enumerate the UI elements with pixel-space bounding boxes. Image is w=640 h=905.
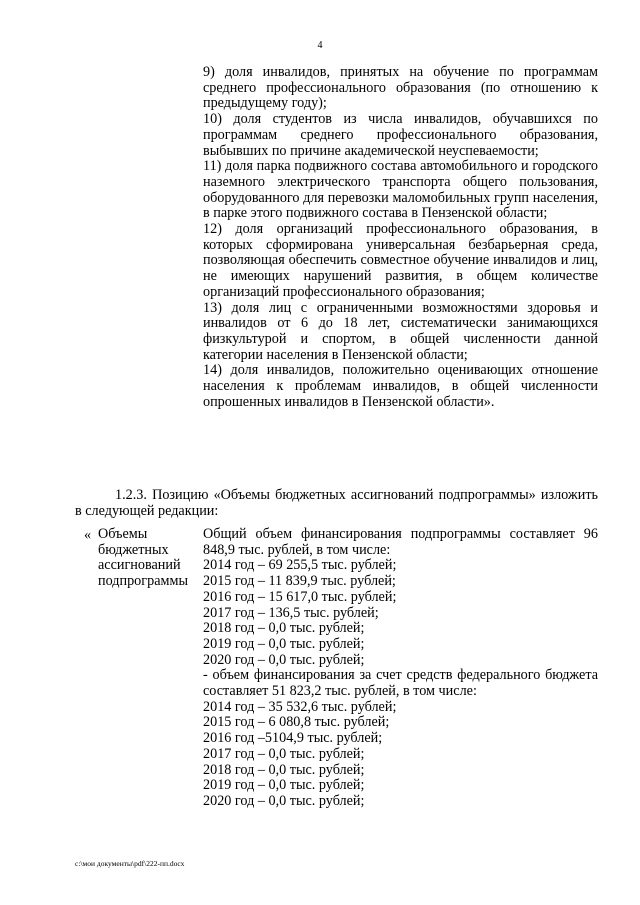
federal-year-line: 2020 год – 0,0 тыс. рублей; <box>203 792 365 809</box>
federal-funding-text: - объем финансирования за счет средств федерального бюджета составляет 51 823,2 тыс. рублей, в том числе: <box>203 667 598 700</box>
total-year-line: 2018 год – 0,0 тыс. рублей; <box>203 620 365 637</box>
label-line: бюджетных <box>98 541 169 558</box>
total-funding-text: Общий объем финансирования подпрограммы составляет 96 848,9 тыс. рублей, в том числе: <box>203 526 598 558</box>
label-line: ассигнований <box>98 557 181 574</box>
federal-year-line: 2018 год – 0,0 тыс. рублей; <box>203 761 365 778</box>
total-year-line: 2020 год – 0,0 тыс. рублей; <box>203 651 365 668</box>
federal-year-line: 2016 год –5104,9 тыс. рублей; <box>203 730 383 747</box>
label-line: подпрограммы <box>98 573 188 590</box>
list-item: 11) доля парка подвижного состава автомобильного и городского наземного электрического транспорта общего пользования, оборудованного для перевозки маломобильных групп населения, в парке этого подвижного состава в Пензенской области; <box>203 158 598 222</box>
total-year-line: 2017 год – 136,5 тыс. рублей; <box>203 604 379 621</box>
federal-year-line: 2019 год – 0,0 тыс. рублей; <box>203 777 365 794</box>
total-year-line: 2016 год – 15 617,0 тыс. рублей; <box>203 588 397 605</box>
funding-details <box>203 527 598 810</box>
label-line: Объемы <box>98 526 148 542</box>
indicator-list <box>203 65 598 410</box>
federal-year-line: 2017 год – 0,0 тыс. рублей; <box>203 745 365 762</box>
page-number: 4 <box>317 40 323 51</box>
total-year-line: 2015 год – 11 839,9 тыс. рублей; <box>203 573 396 590</box>
list-item: 9) доля инвалидов, принятых на обучение по программам среднего профессионального образования (по отношению к предыдущему году); <box>203 64 598 112</box>
total-year-line: 2014 год – 69 255,5 тыс. рублей; <box>203 557 397 574</box>
federal-year-line: 2015 год – 6 080,8 тыс. рублей; <box>203 714 390 731</box>
list-item: 10) доля студентов из числа инвалидов, обучавшихся по программам среднего профессионального образования, выбывших по причине академической неуспеваемости; <box>203 111 598 159</box>
list-item: 14) доля инвалидов, положительно оценивающих отношение населения к проблемам инвалидов, в общей численности опрошенных инвалидов в Пензенской области». <box>203 362 598 410</box>
opening-quote: « <box>84 527 92 543</box>
federal-year-line: 2014 год – 35 532,6 тыс. рублей; <box>203 698 397 715</box>
position-label <box>98 527 198 590</box>
list-item: 13) доля лиц с ограниченными возможностями здоровья и инвалидов от 6 до 18 лет, систематически занимающихся физкультурой и спортом, в общей численности данной категории населения в Пензенской области; <box>203 299 598 363</box>
total-year-line: 2019 год – 0,0 тыс. рублей; <box>203 635 365 652</box>
section-intro: 1.2.3. Позицию «Объемы бюджетных ассигнований подпрограммы» изложить в следующей редакции: <box>75 487 598 519</box>
footer-file-path: c:\мои документы\pdf\222-пп.docx <box>75 859 185 868</box>
list-item: 12) доля организаций профессионального образования, в которых сформирована универсальная безбарьерная среда, позволяющая обеспечить совместное обучение инвалидов и лиц, не имеющих нарушений развития, в общем количестве организаций профессионального образования; <box>203 221 598 300</box>
